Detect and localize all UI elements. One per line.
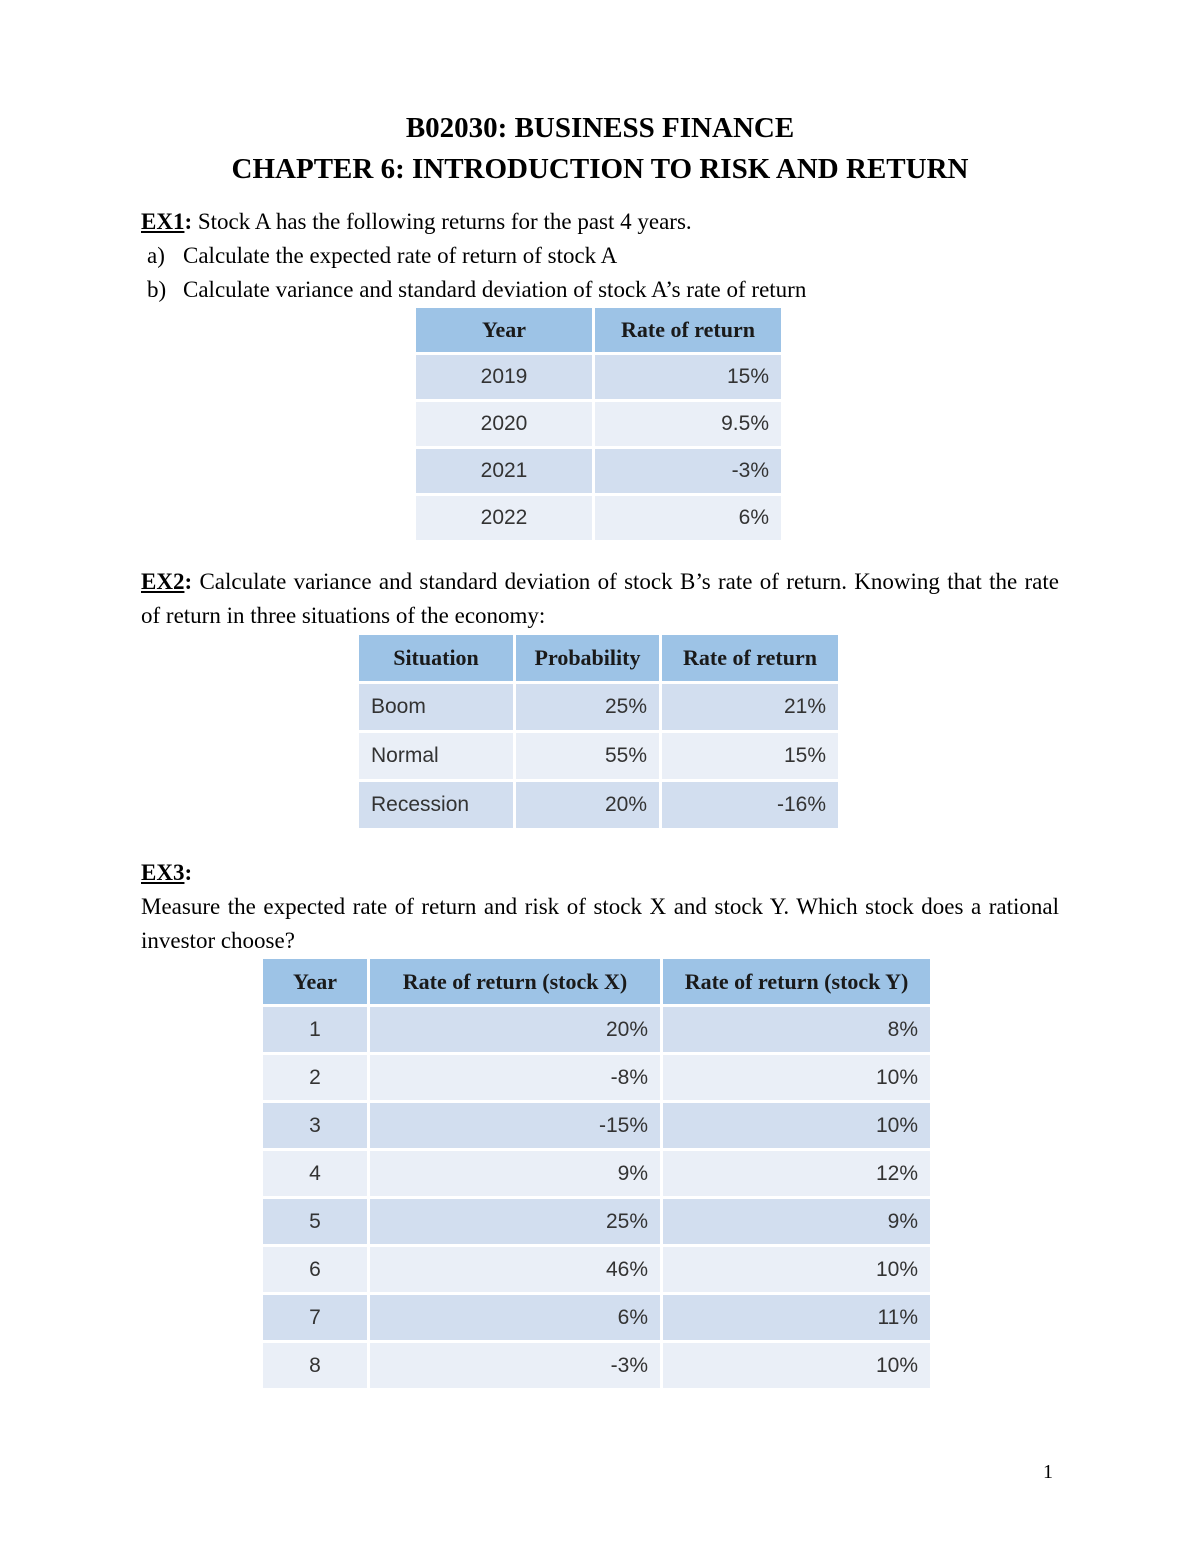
table-row [263, 1103, 930, 1148]
table-cell: 10% [663, 1103, 930, 1148]
table-header-row [263, 959, 930, 1004]
table-row [359, 684, 838, 730]
table-cell: 20% [516, 782, 659, 828]
table-cell: 11% [663, 1295, 930, 1340]
table-cell: 8% [663, 1007, 930, 1052]
ex2-scenario-table [356, 632, 841, 831]
table-cell: 1 [263, 1007, 367, 1052]
ex1-intro: EX1: Stock A has the following returns for the past 4 years. [141, 209, 692, 234]
table-row [416, 496, 781, 540]
ex1-intro-text: Stock A has the following returns for the past 4 years. [192, 209, 692, 234]
column-header: Year [263, 959, 367, 1004]
table-cell: 2 [263, 1055, 367, 1100]
table-row [359, 733, 838, 779]
table-cell: 21% [662, 684, 838, 730]
table-cell: 46% [370, 1247, 660, 1292]
ex3-label: EX3 [141, 860, 185, 885]
table-row [416, 449, 781, 493]
ex3-heading: EX3: [141, 860, 193, 885]
column-header: Rate of return [595, 308, 781, 352]
table-cell: 2019 [416, 355, 592, 399]
table-cell: 3 [263, 1103, 367, 1148]
column-header: Situation [359, 635, 513, 681]
table-row [263, 1247, 930, 1292]
table-cell: 10% [663, 1055, 930, 1100]
table-row [416, 402, 781, 446]
ex2-body: Calculate variance and standard deviation of stock B’s rate of return. Knowing that the rate of return in three situations of the economy: [141, 569, 1059, 628]
table-cell: 25% [370, 1199, 660, 1244]
table-cell: 2020 [416, 402, 592, 446]
table-cell: 7 [263, 1295, 367, 1340]
column-header: Rate of return (stock X) [370, 959, 660, 1004]
table-cell: 15% [662, 733, 838, 779]
table-row [263, 1151, 930, 1196]
table-cell: 2021 [416, 449, 592, 493]
table-cell: 20% [370, 1007, 660, 1052]
table-cell: 12% [663, 1151, 930, 1196]
table-cell: -16% [662, 782, 838, 828]
list-item: b) Calculate variance and standard deviation of stock A’s rate of return [147, 277, 807, 302]
column-header: Rate of return [662, 635, 838, 681]
table-header-row [416, 308, 781, 352]
table-row [263, 1007, 930, 1052]
table-cell: Boom [359, 684, 513, 730]
table-row [359, 782, 838, 828]
table-cell: -15% [370, 1103, 660, 1148]
table-cell: 15% [595, 355, 781, 399]
ex1-task-list [147, 239, 806, 307]
table-row [263, 1295, 930, 1340]
ex1-label: EX1 [141, 209, 185, 234]
ex2-text: EX2: Calculate variance and standard deviation of stock B’s rate of return. Knowing that the rate of return in three situations of the economy: [141, 569, 1059, 628]
list-item: a) Calculate the expected rate of return of stock A [147, 243, 618, 268]
table-row [263, 1199, 930, 1244]
table-cell: 6 [263, 1247, 367, 1292]
table-cell: 25% [516, 684, 659, 730]
column-header: Rate of return (stock Y) [663, 959, 930, 1004]
table-cell: 8 [263, 1343, 367, 1388]
table-cell: 9% [663, 1199, 930, 1244]
table-cell: -8% [370, 1055, 660, 1100]
ex1-returns-table [413, 305, 784, 543]
table-cell: Normal [359, 733, 513, 779]
table-cell: 4 [263, 1151, 367, 1196]
table-cell: 9% [370, 1151, 660, 1196]
ex3-text: Measure the expected rate of return and risk of stock X and stock Y. Which stock does a rational investor choose? [141, 894, 1059, 953]
table-header-row [359, 635, 838, 681]
table-cell: 9.5% [595, 402, 781, 446]
ex3-stock-table [260, 956, 933, 1391]
table-cell: 55% [516, 733, 659, 779]
table-cell: -3% [595, 449, 781, 493]
table-cell: 5 [263, 1199, 367, 1244]
chapter-title: CHAPTER 6: INTRODUCTION TO RISK AND RETURN [231, 153, 969, 185]
document-title: B02030: BUSINESS FINANCE [405, 112, 795, 144]
ex2-label: EX2 [141, 569, 185, 594]
table-cell: Recession [359, 782, 513, 828]
table-cell: 2022 [416, 496, 592, 540]
table-cell: 10% [663, 1343, 930, 1388]
table-cell: 6% [370, 1295, 660, 1340]
table-cell: 6% [595, 496, 781, 540]
table-row [263, 1343, 930, 1388]
page-number: 1 [1043, 1461, 1053, 1483]
table-cell: -3% [370, 1343, 660, 1388]
column-header: Probability [516, 635, 659, 681]
table-cell: 10% [663, 1247, 930, 1292]
column-header: Year [416, 308, 592, 352]
table-row [263, 1055, 930, 1100]
table-row [416, 355, 781, 399]
